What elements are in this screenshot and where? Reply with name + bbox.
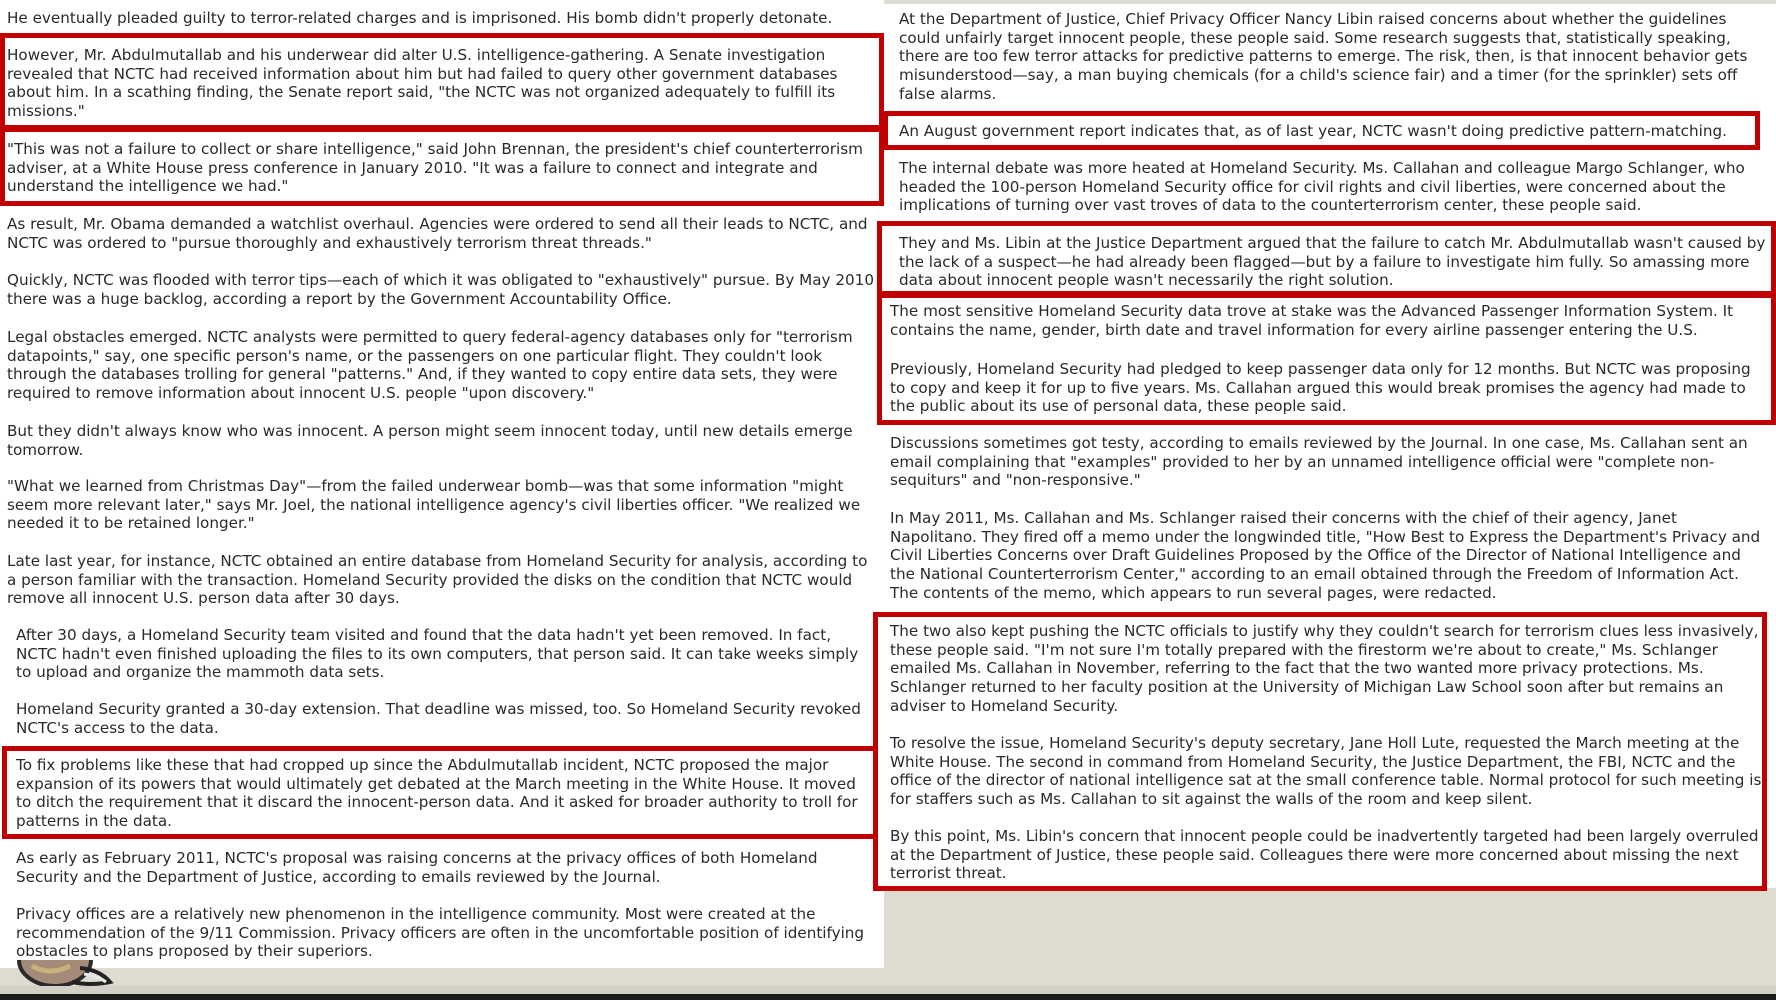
paragraph: "This was not a failure to collect or share intelligence," said John Brennan, the president's chief counterterrorism adviser, at a White House press conference in January 2010. "It was a failure to connect and integrate and understand the intelligence we had.": [7, 140, 863, 196]
paragraph: To resolve the issue, Homeland Security's deputy secretary, Jane Holl Lute, requested the March meeting at the White House. The second in command from Homeland Security, the Justice Department, the FBI, NCTC and the office of the director of national intelligence sat at the small conference table. Normal protocol for such meeting is for staffers such as Ms. Callahan to sit against the walls of the room and keep silent.: [890, 734, 1762, 809]
paragraph: Privacy offices are a relatively new phenomenon in the intelligence community. Most were created at the recommendation of the 9/11 Commission. Privacy officers are often in the uncomfortable position of identifying obstacles to plans proposed by their superiors.: [16, 905, 865, 961]
bottom-border: [0, 994, 1776, 1000]
paragraph: "What we learned from Christmas Day"—from the failed underwear bomb—was that some information "might seem more relevant later," says Mr. Joel, the national intelligence agency's civil liberties officer. "We realized we needed it to be retained longer.": [7, 477, 861, 533]
paragraph: Previously, Homeland Security had pledged to keep passenger data only for 12 months. But NCTC was proposing to copy and keep it for up to five years. Ms. Callahan argued this would break promises the agency had made to the public about its use of personal data, these people said.: [890, 360, 1751, 416]
paragraph: Quickly, NCTC was flooded with terror tips—each of which it was obligated to "exhaustively" pursue. By May 2010 there was a huge backlog, according a report by the Government Accountability Office.: [7, 271, 875, 308]
paragraph: In May 2011, Ms. Callahan and Ms. Schlanger raised their concerns with the chief of their agency, Janet Napolitano. They fired off a memo under the longwinded title, "How Best to Express the Department's Privacy and Civil Liberties Concerns over Draft Guidelines Proposed by the Office of the Director of National Intelligence and the National Counterterrorism Center," according to an email obtained through the Freedom of Information Act. The contents of the memo, which appears to run several pages, were redacted.: [890, 509, 1761, 602]
paragraph: At the Department of Justice, Chief Privacy Officer Nancy Libin raised concerns about whether the guidelines could unfairly target innocent people, these people said. Some research suggests that, statistically speaking, there are too few terror attacks for predictive patterns to emerge. The risk, then, is that innocent behavior gets misunderstood—say, a man buying chemicals (for a child's science fair) and a timer (for the sprinkler) sets off false alarms.: [899, 10, 1748, 103]
paragraph: However, Mr. Abdulmutallab and his underwear did alter U.S. intelligence-gathering. A Senate investigation revealed that NCTC had received information about him but had failed to query other government databases about him. In a scathing finding, the Senate report said, "the NCTC was not organized adequately to fulfill its missions.": [7, 46, 838, 121]
paragraph: To fix problems like these that had cropped up since the Abdulmutallab incident, NCTC proposed the major expansion of its powers that would ultimately get debated at the March meeting in the White House. It moved to ditch the requirement that it discard the innocent-person data. And it asked for broader authority to troll for patterns in the data.: [16, 756, 858, 831]
paragraph: The internal debate was more heated at Homeland Security. Ms. Callahan and colleague Margo Schlanger, who headed the 100-person Homeland Security office for civil rights and civil liberties, were concerned about the implications of turning over vast troves of data to the counterterrorism center, these people said.: [899, 159, 1745, 215]
paragraph: Homeland Security granted a 30-day extension. That deadline was missed, too. So Homeland Security revoked NCTC's access to the data.: [16, 700, 861, 737]
highlight-box: [0, 33, 884, 130]
paragraph: But they didn't always know who was innocent. A person might seem innocent today, until new details emerge tomorrow.: [7, 422, 853, 459]
highlight-box: [873, 612, 1767, 891]
paragraph: He eventually pleaded guilty to terror-related charges and is imprisoned. His bomb didn't properly detonate.: [7, 9, 833, 27]
paragraph: After 30 days, a Homeland Security team visited and found that the data hadn't yet been removed. In fact, NCTC hadn't even finished uploading the files to its own computers, that person said. It can take weeks simply to upload and organize the mammoth data sets.: [16, 626, 859, 682]
paragraph: Discussions sometimes got testy, according to emails reviewed by the Journal. In one case, Ms. Callahan sent an email complaining that "examples" provided to her by an unnamed intelligence official were "complete non-sequiturs" and "non-responsive.": [890, 434, 1748, 490]
paragraph: The most sensitive Homeland Security data trove at stake was the Advanced Passenger Information System. It contains the name, gender, birth date and travel information for every airline passenger entering the U.S.: [890, 302, 1734, 339]
highlight-box: [877, 293, 1776, 425]
highlight-box: [877, 221, 1776, 296]
highlight-box: [883, 111, 1760, 150]
bottom-strip: [0, 986, 1776, 994]
highlight-box: [2, 746, 878, 839]
paragraph: By this point, Ms. Libin's concern that innocent people could be inadvertently targeted had been largely overruled at the Department of Justice, these people said. Colleagues there were more concerned about missing the next terrorist threat.: [890, 827, 1759, 883]
paragraph: Late last year, for instance, NCTC obtained an entire database from Homeland Security for analysis, according to a person familiar with the transaction. Homeland Security provided the disks on the condition that NCTC would remove all innocent U.S. person data after 30 days.: [7, 552, 868, 608]
paragraph: They and Ms. Libin at the Justice Department argued that the failure to catch Mr. Abdulmutallab wasn't caused by the lack of a suspect—he had already been flagged—but by a failure to investigate him fully. So amassing more data about innocent people wasn't necessarily the right solution.: [899, 234, 1766, 290]
highlight-box: [0, 127, 884, 206]
paragraph: The two also kept pushing the NCTC officials to justify why they couldn't search for terrorism clues less invasively, these people said. "I'm not sure I'm totally prepared with the firestorm we're about to create," Ms. Schlanger emailed Ms. Callahan in November, referring to the fact that the two wanted more privacy protections. Ms. Schlanger returned to her faculty position at the University of Michigan Law School soon after but remains an adviser to Homeland Security.: [890, 622, 1759, 715]
paragraph: Legal obstacles emerged. NCTC analysts were permitted to query federal-agency databases only for "terrorism datapoints," say, one specific person's name, or the passengers on one particular flight. They couldn't look through the databases trolling for general "patterns." And, if they wanted to copy entire data sets, they were required to remove information about innocent U.S. people "upon discovery.": [7, 328, 853, 403]
paragraph: As early as February 2011, NCTC's proposal was raising concerns at the privacy offices of both Homeland Security and the Department of Justice, according to emails reviewed by the Journal.: [16, 849, 818, 886]
paragraph: An August government report indicates that, as of last year, NCTC wasn't doing predictive pattern-matching.: [899, 122, 1727, 140]
paragraph: As result, Mr. Obama demanded a watchlist overhaul. Agencies were ordered to send all their leads to NCTC, and NCTC was ordered to "pursue thoroughly and exhaustively terrorism threat threads.": [7, 215, 868, 252]
